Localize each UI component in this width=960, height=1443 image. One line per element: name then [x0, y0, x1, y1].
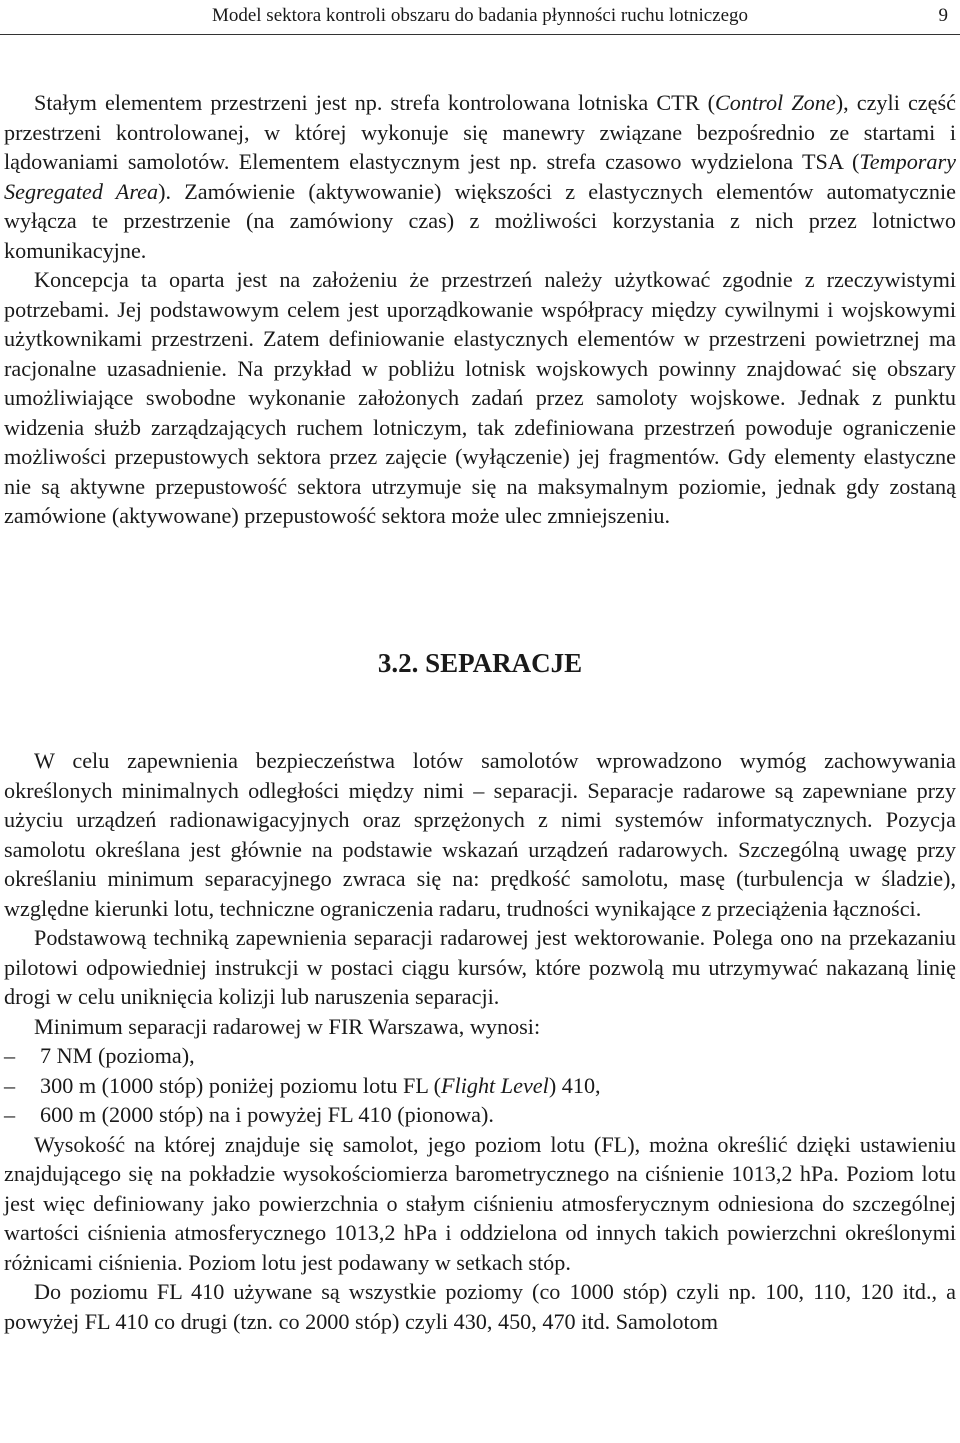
section-heading: 3.2. SEPARACJE — [377, 648, 583, 678]
section-separations-text — [4, 746, 956, 1336]
term-flight-level: Flight Level — [440, 1072, 549, 1098]
separation-minima-list — [4, 1041, 956, 1130]
running-header — [0, 0, 960, 35]
paragraph-vectoring: Podstawową techniką zapewnienia separacji radarowej jest wektorowanie. Polega ono na przekazaniu pilotowi odpowiedniej instrukcji w postaci ciągu kursów, które pozwolą mu utrzymywać nakazaną linię drogi w celu uniknięcia kolizji lub naruszenia separacji. — [4, 925, 956, 1009]
dash-bullet: – — [4, 1072, 16, 1098]
list-item: – 300 m (1000 stóp) poniżej poziomu lotu FL (Flight Level) 410, — [4, 1071, 956, 1101]
term-control-zone: Control Zone — [715, 90, 836, 115]
term-tsa: Temporary Segregated Area — [4, 149, 956, 204]
list-item: – 600 m (2000 stóp) na i powyżej FL 410 (pionowa). — [4, 1100, 956, 1130]
paragraph-concept: Koncepcja ta oparta jest na założeniu że przestrzeń należy użytkować zgodnie z rzeczywistymi potrzebami. Jej podstawowym celem jest uporządkowanie współpracy między cywilnymi i wojskowymi użytkownikami przestrzeni. Zatem definiowanie elastycznych elementów w przestrzeni powietrznej ma racjonalne uzasadnienie. Na przykład w pobliżu lotnisk wojskowych powinny znajdować się obszary umożliwiające swobodne wykonanie założonych zadań przez samoloty wojskowe. Jednak z punktu widzenia służb zarządzających ruchem lotniczym, tak zdefiniowana przestrzeń powoduje ograniczenie możliwości przepustowych sektora przez zajęcie (wyłączenie) jej fragmentów. Gdy elementy elastyczne nie są aktywne przepustowość sektora utrzymuje się na maksymalnym poziomie, jednak gdy zostaną zamówione (aktywowane) przepustowość sektora może ulec zmniejszeniu. — [4, 267, 956, 528]
list-item: – 7 NM (pozioma), — [4, 1041, 956, 1071]
paragraph-flight-level-usage: Do poziomu FL 410 używane są wszystkie poziomy (co 1000 stóp) czyli np. 100, 110, 120 itd., a powyżej FL 410 co drugi (tzn. co 2000 stóp) czyli 430, 450, 470 itd. Samolotom — [4, 1279, 956, 1334]
paragraph-minimum-intro: Minimum separacji radarowej w FIR Warszawa, wynosi: — [34, 1013, 541, 1039]
running-title: Model sektora kontroli obszaru do badania płynności ruchu lotniczego — [211, 5, 749, 26]
paragraph-flight-level: Wysokość na której znajduje się samolot, jego poziom lotu (FL), można określić dzięki ustawieniu znajdującego się na pokładzie wysokościomierza barometrycznego na ciśnienie 1013,2 hPa. Poziom lotu jest więc definiowany jako powierzchnia o stałym ciśnieniu atmosferycznym odniesiona do szczególnej wartości ciśnienia atmosferycznego 1013,2 hPa i oddzielona od innych takich powierzchni określonymi różnicami ciśnienia. Poziom lotu jest podawany w setkach stóp. — [4, 1131, 956, 1275]
paragraph-airspace-elements: Stałym elementem przestrzeni jest np. strefa kontrolowana lotniska CTR (Control Zone), czyli część przestrzeni kontrolowanej, w której wykonuje się manewry związane bezpośrednio ze startami i lądowaniami samolotów. Elementem elastycznym jest np. strefa czasowo wydzielona TSA (Temporary Segregated Area). Zamówienie (aktywowanie) większości z elastycznych elementów automatycznie wyłącza te przestrzenie (na zamówiony czas) z możliwości korzystania z nich przez lotnictwo komunikacyjne. — [4, 90, 956, 263]
page-number: 9 — [938, 5, 948, 26]
paragraph-separation-definition: W celu zapewnienia bezpieczeństwa lotów samolotów wprowadzono wymóg zachowywania określonych minimalnych odległości między nimi – separacji. Separacje radarowe są zapewniane przy użyciu urządzeń radionawigacyjnych oraz sprzężonych z nimi systemów informatycznych. Pozycja samolotu określana jest głównie na podstawie wskazań urządzeń radarowych. Szczególną uwagę przy określaniu minimum separacyjnego zwraca się na: prędkość samolotu, masę (turbulencja w śladzie), względne kierunki lotu, techniczne ograniczenia radaru, trudności wynikające z przeciążenia łączności. — [4, 748, 956, 921]
dash-bullet: – — [4, 1043, 16, 1068]
section-intro-text — [4, 88, 956, 531]
dash-bullet: – — [4, 1102, 16, 1127]
